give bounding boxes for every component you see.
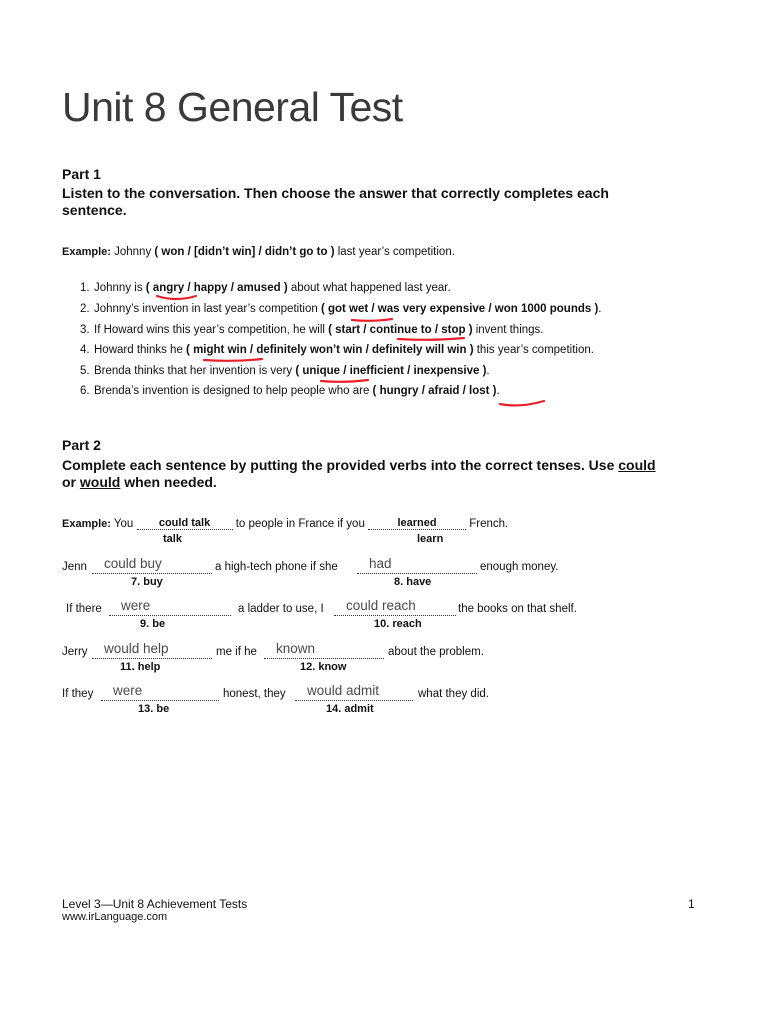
answer-options: ( hungry / afraid / lost ) — [372, 385, 497, 397]
sentence-text: about the problem. — [388, 646, 484, 658]
pen-mark-angry — [157, 296, 196, 299]
part2-instruction-end: when needed. — [120, 474, 217, 490]
question-text: Johnny’s invention in last year’s competition — [94, 303, 321, 315]
sentence-text: the books on that shelf. — [458, 603, 577, 615]
handwritten-answer-1: were — [113, 683, 143, 698]
verb-label-1: 13. be — [138, 703, 170, 715]
sentence-text: If there — [66, 603, 102, 615]
verb-label-1: 9. be — [140, 618, 166, 630]
sentence-text: a high-tech phone if she — [215, 561, 338, 573]
pen-mark-unique — [321, 380, 368, 382]
answer-options: ( start / continue to / stop ) — [328, 324, 473, 336]
part1-instruction-line1: Listen to the conversation. Then choose the answer that correctly completes each — [62, 185, 609, 201]
question-text: Howard thinks he — [94, 344, 187, 356]
footer-url: www.irLanguage.com — [62, 911, 168, 923]
pen-mark-lost — [500, 401, 544, 405]
verb-label-2: 12. know — [300, 661, 347, 673]
word-could: could — [618, 457, 656, 473]
sentence-text: a ladder to use, I — [238, 603, 324, 615]
part2-heading: Part 2 — [62, 437, 101, 453]
example-label: Example: — [62, 246, 111, 258]
page-number: 1 — [688, 897, 695, 911]
handwritten-answer-2: could reach — [346, 598, 416, 613]
question-text-end: . — [496, 385, 500, 397]
pen-mark-continue-to — [398, 338, 464, 340]
answer-options: ( got wet / was very expensive / won 1000 pounds ) — [320, 303, 599, 315]
part2-example-you: You — [110, 518, 137, 530]
example-options: ( won / [didn’t win] / didn’t go to ) — [154, 246, 335, 258]
pen-mark-got-wet — [352, 319, 392, 321]
example-post: last year’s competition. — [334, 246, 455, 258]
part1-instruction-line2: sentence. — [62, 202, 127, 218]
pen-mark-might-win — [204, 359, 262, 361]
question-text-end: . — [598, 303, 602, 315]
sentence-text: me if he — [216, 646, 257, 658]
sentence-text: honest, they — [223, 688, 286, 700]
sentence-text: Jenn — [62, 561, 87, 573]
answer-options: ( unique / inefficient / inexpensive ) — [295, 365, 487, 377]
question-text: Brenda thinks that her invention is very — [94, 365, 296, 377]
handwritten-answer-1: would help — [104, 641, 169, 656]
verb-label-1: 7. buy — [131, 576, 163, 588]
handwritten-answer-2: would admit — [307, 683, 380, 698]
question-number: 3. — [80, 324, 90, 336]
example-fill-1: could talk — [158, 517, 211, 529]
handwritten-answer-2: had — [369, 556, 392, 571]
question-text-end: invent things. — [472, 324, 544, 336]
question-number: 5. — [80, 365, 90, 377]
sentence-text: If they — [62, 688, 94, 700]
question-number: 1. — [80, 282, 90, 294]
verb-label-1: 11. help — [120, 661, 161, 673]
handwritten-answer-1: could buy — [104, 556, 162, 571]
question-text: Brenda’s invention is designed to help people who are — [94, 385, 373, 397]
answer-options: ( angry / happy / amused ) — [145, 282, 288, 294]
question-text-end: this year’s competition. — [473, 344, 594, 356]
part2-example-label: Example: — [62, 518, 111, 530]
question-text-end: about what happened last year. — [287, 282, 451, 294]
footer-title: Level 3—Unit 8 Achievement Tests — [62, 897, 248, 911]
question-number: 6. — [80, 385, 90, 397]
part2-instruction-text: Complete each sentence by putting the provided verbs into the correct tenses. Use — [62, 457, 619, 473]
handwritten-answer-1: were — [121, 598, 151, 613]
example-pre: Johnny — [110, 246, 155, 258]
example-verb-1: talk — [163, 533, 182, 545]
question-text: Johnny is — [94, 282, 146, 294]
page-title: Unit 8 General Test — [62, 84, 403, 130]
question-text: If Howard wins this year’s competition, he will — [94, 324, 329, 336]
part1-heading: Part 1 — [62, 166, 101, 182]
verb-label-2: 10. reach — [374, 618, 422, 630]
sentence-text: what they did. — [418, 688, 489, 700]
verb-label-2: 14. admit — [326, 703, 374, 715]
verb-label-2: 8. have — [394, 576, 432, 588]
word-would: would — [79, 474, 121, 490]
question-number: 4. — [80, 344, 90, 356]
sentence-text: enough money. — [480, 561, 559, 573]
answer-options: ( might win / definitely won’t win / definitely will win ) — [186, 344, 474, 356]
question-text-end: . — [486, 365, 490, 377]
part2-example-mid: to people in France if you — [232, 518, 369, 530]
example-fill-2: learned — [397, 517, 437, 529]
part2-instruction-or: or — [62, 474, 80, 490]
handwritten-answer-2: known — [276, 641, 316, 656]
question-number: 2. — [80, 303, 90, 315]
sentence-text: Jerry — [62, 646, 88, 658]
example-verb-2: learn — [417, 533, 444, 545]
part2-example-end: French. — [466, 518, 509, 530]
